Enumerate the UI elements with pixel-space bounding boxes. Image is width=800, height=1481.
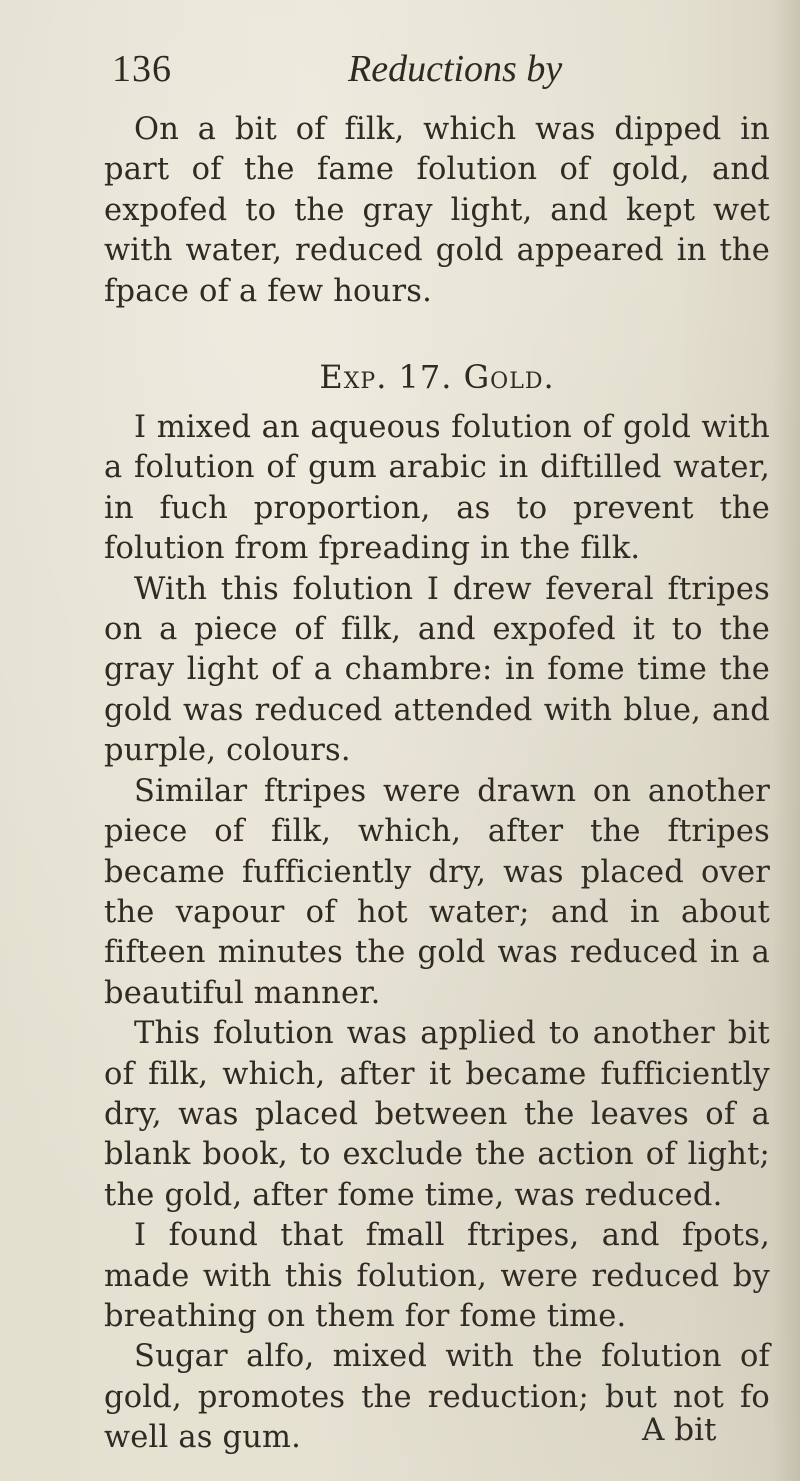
intro-paragraph: On a bit of filk, which was dipped in part of the fame folution of gold, and expofed to the gray light, and kept wet with water, reduced gold appeared in the fpace of a few hours. bbox=[104, 112, 770, 309]
page-body bbox=[104, 110, 770, 1459]
running-head: Reductions by bbox=[348, 48, 563, 90]
paragraph: I mixed an aqueous folution of gold with a folution of gum arabic in diftilled water, in fuch proportion, as to prevent the folution from fpreading in the filk. bbox=[104, 410, 770, 567]
catchword: A bit bbox=[642, 1412, 717, 1448]
paragraph: With this folution I drew feveral ftripes on a piece of filk, and expofed it to the gray light of a chambre: in fome time the gold was reduced attended with blue, and purple, colours. bbox=[104, 571, 770, 769]
experiment-heading: Exp. 17. Gold. bbox=[319, 358, 555, 397]
page-header bbox=[112, 44, 712, 94]
paragraph: Similar ftripes were drawn on another piece of filk, which, after the ftripes became fufficiently dry, was placed over the vapour of hot water; and in about fifteen minutes the gold was reduced in a beautiful manner. bbox=[104, 773, 770, 1011]
paragraph: Sugar alfo, mixed with the folution of gold, promotes the reduction; but not fo well as gum. bbox=[104, 1339, 770, 1456]
paragraph: This folution was applied to another bit of filk, which, after it became fufficiently dry, was placed between the leaves of a blank book, to exclude the action of light; the gold, after fome time, was reduced. bbox=[104, 1016, 770, 1213]
page-number: 136 bbox=[112, 48, 172, 90]
paragraph: I found that fmall ftripes, and fpots, made with this folution, were reduced by breathing on them for fome time. bbox=[104, 1218, 770, 1334]
